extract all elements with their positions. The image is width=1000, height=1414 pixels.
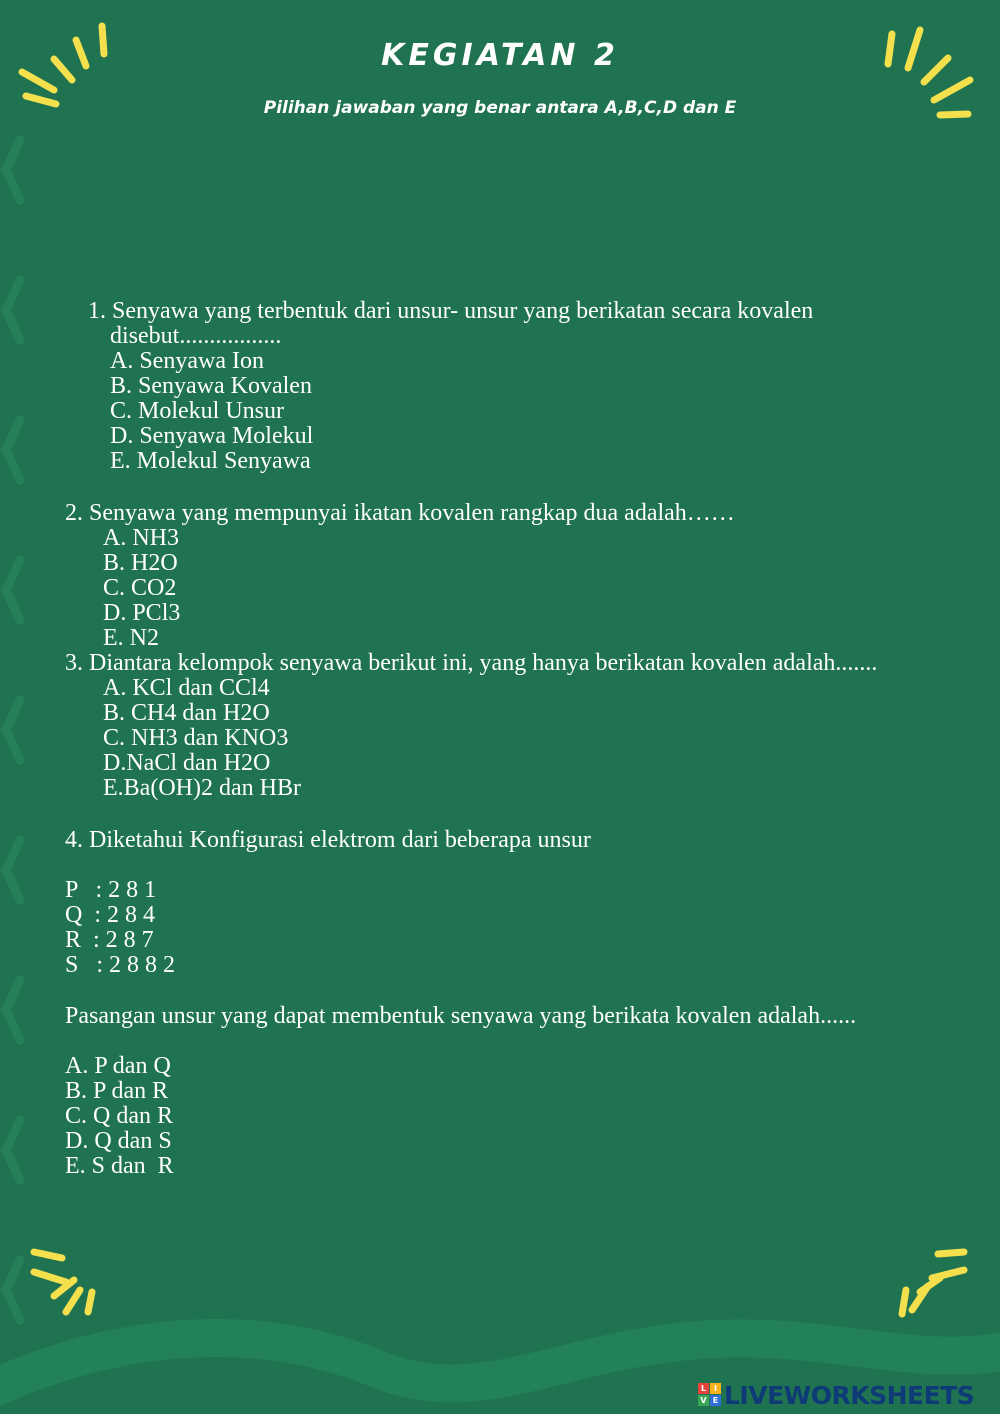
burst-bottom-right-icon xyxy=(896,1242,976,1322)
question-4-option-b[interactable]: B. P dan R xyxy=(65,1078,169,1104)
question-4-prompt: Pasangan unsur yang dapat membentuk senyawa yang berikata kovalen adalah...... xyxy=(65,1003,857,1029)
question-1-option-a[interactable]: A. Senyawa Ion xyxy=(110,348,264,374)
question-1-option-d[interactable]: D. Senyawa Molekul xyxy=(110,423,314,449)
question-3-option-d[interactable]: D.NaCl dan H2O xyxy=(103,750,271,776)
config-r: R : 2 8 7 xyxy=(65,927,154,953)
liveworksheets-logo-icon: L I V E xyxy=(698,1383,722,1407)
question-1-stem: 1. Senyawa yang terbentuk dari unsur- unsur yang berikatan secara kovalen xyxy=(88,298,814,324)
question-3-option-e[interactable]: E.Ba(OH)2 dan HBr xyxy=(103,775,301,801)
question-1-option-e[interactable]: E. Molekul Senyawa xyxy=(110,448,311,474)
config-q: Q : 2 8 4 xyxy=(65,902,155,928)
question-2-stem: 2. Senyawa yang mempunyai ikatan kovalen rangkap dua adalah…… xyxy=(65,500,735,526)
question-3-option-a[interactable]: A. KCl dan CCl4 xyxy=(103,675,270,701)
chevron-pattern xyxy=(0,130,30,1350)
question-4-option-d[interactable]: D. Q dan S xyxy=(65,1128,172,1154)
question-2-option-a[interactable]: A. NH3 xyxy=(103,525,179,551)
question-3-option-c[interactable]: C. NH3 dan KNO3 xyxy=(103,725,289,751)
liveworksheets-wordmark: LIVEWORKSHEETS xyxy=(724,1380,975,1410)
question-4-stem: 4. Diketahui Konfigurasi elektrom dari beberapa unsur xyxy=(65,827,591,853)
burst-bottom-left-icon xyxy=(26,1240,106,1320)
liveworksheets-logo xyxy=(698,1380,974,1410)
question-3-option-b[interactable]: B. CH4 dan H2O xyxy=(103,700,270,726)
question-2-option-b[interactable]: B. H2O xyxy=(103,550,178,576)
config-p: P : 2 8 1 xyxy=(65,877,157,903)
question-2-option-e[interactable]: E. N2 xyxy=(103,625,159,651)
question-4-option-c[interactable]: C. Q dan R xyxy=(65,1103,173,1129)
config-s: S : 2 8 8 2 xyxy=(65,952,176,978)
question-2-option-d[interactable]: D. PCl3 xyxy=(103,600,181,626)
question-2-option-c[interactable]: C. CO2 xyxy=(103,575,177,601)
question-1-stem-cont: disebut................. xyxy=(110,323,282,349)
question-3-stem: 3. Diantara kelompok senyawa berikut ini, yang hanya berikatan kovalen adalah....... xyxy=(65,650,878,676)
page-subtitle: Pilihan jawaban yang benar antara A,B,C,D dan E xyxy=(263,98,737,118)
question-4-option-e[interactable]: E. S dan R xyxy=(65,1153,174,1179)
question-4-option-a[interactable]: A. P dan Q xyxy=(65,1053,171,1079)
question-1-option-c[interactable]: C. Molekul Unsur xyxy=(110,398,284,424)
question-1-option-b[interactable]: B. Senyawa Kovalen xyxy=(110,373,312,399)
page-title: KEGIATAN 2 xyxy=(381,38,619,73)
